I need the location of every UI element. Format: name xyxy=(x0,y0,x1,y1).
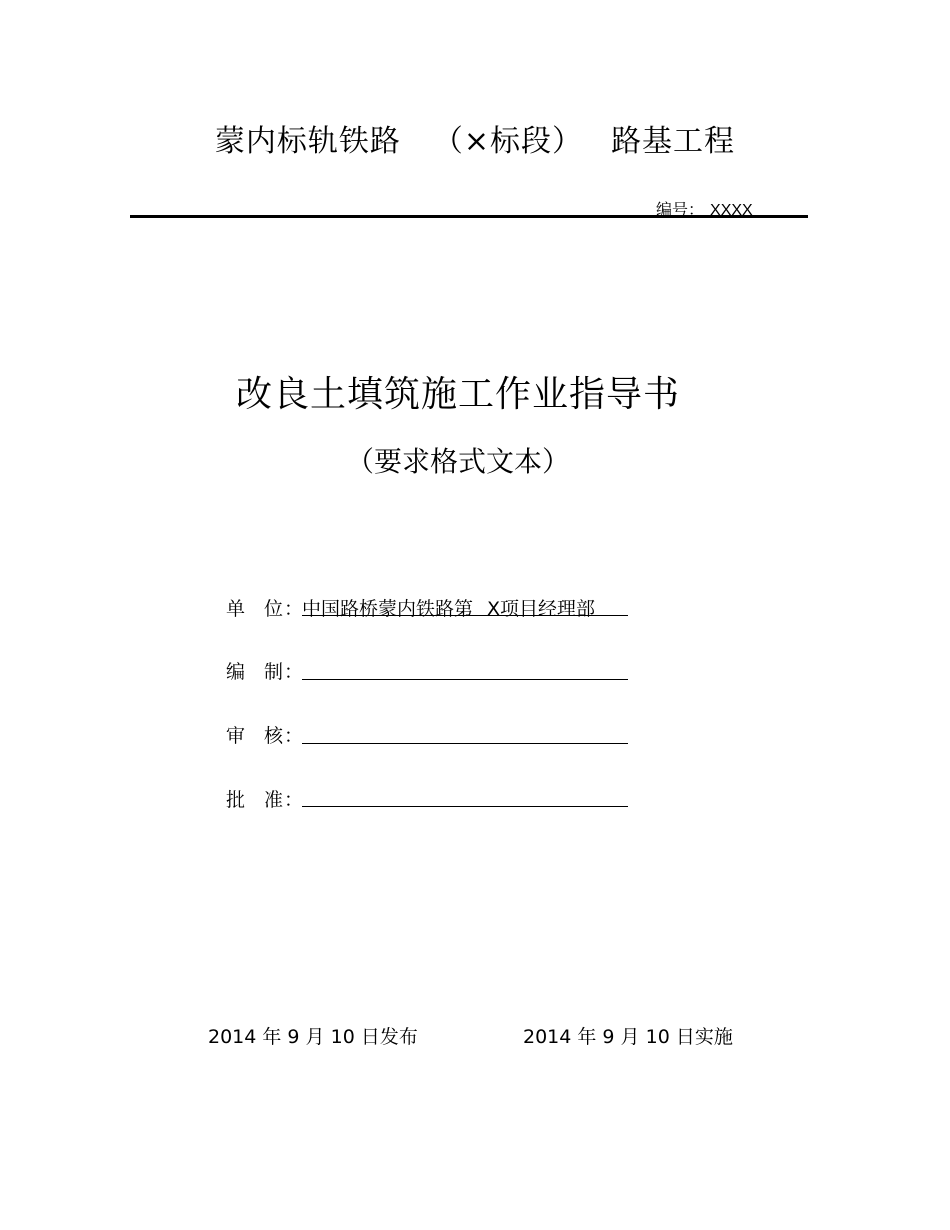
unit-value-part1: 中国路桥蒙内铁路第 xyxy=(302,598,474,620)
reviewed-label-char1: 审 xyxy=(226,725,247,747)
prepared-label-char2: 制： xyxy=(264,661,305,683)
reviewed-by-label xyxy=(226,721,304,748)
approved-label-char1: 批 xyxy=(226,789,247,811)
project-discipline: 路基工程 xyxy=(611,124,736,159)
prepared-by-label xyxy=(226,657,304,684)
unit-value-part2: X项目经理部 xyxy=(487,598,596,620)
unit-value xyxy=(302,594,595,621)
approved-label-char2: 准： xyxy=(264,789,305,811)
reviewed-label-char2: 核： xyxy=(264,725,305,747)
project-name: 蒙内标轨铁路 xyxy=(214,124,401,159)
prepared-by-field[interactable] xyxy=(302,679,628,680)
effective-date: 2014 年 9 月 10 日实施 xyxy=(523,1026,733,1048)
document-number-label: 编号： xyxy=(656,202,705,219)
document-number-value: XXXX xyxy=(710,202,753,219)
approved-by-label xyxy=(226,785,304,812)
reviewed-by-field[interactable] xyxy=(302,743,628,744)
prepared-label-char1: 编 xyxy=(226,661,247,683)
project-title xyxy=(0,116,950,160)
unit-label xyxy=(226,594,304,621)
release-date: 2014 年 9 月 10 日发布 xyxy=(208,1026,418,1048)
unit-label-char2: 位： xyxy=(264,598,305,620)
approved-by-field[interactable] xyxy=(302,806,628,807)
project-section: （×标段） xyxy=(432,124,584,159)
document-subtitle: （要求格式文本） xyxy=(345,445,570,478)
unit-underline xyxy=(302,615,628,616)
header-divider xyxy=(130,215,808,218)
document-title: 改良土填筑施工作业指导书 xyxy=(235,374,680,415)
unit-label-char1: 单 xyxy=(226,598,247,620)
